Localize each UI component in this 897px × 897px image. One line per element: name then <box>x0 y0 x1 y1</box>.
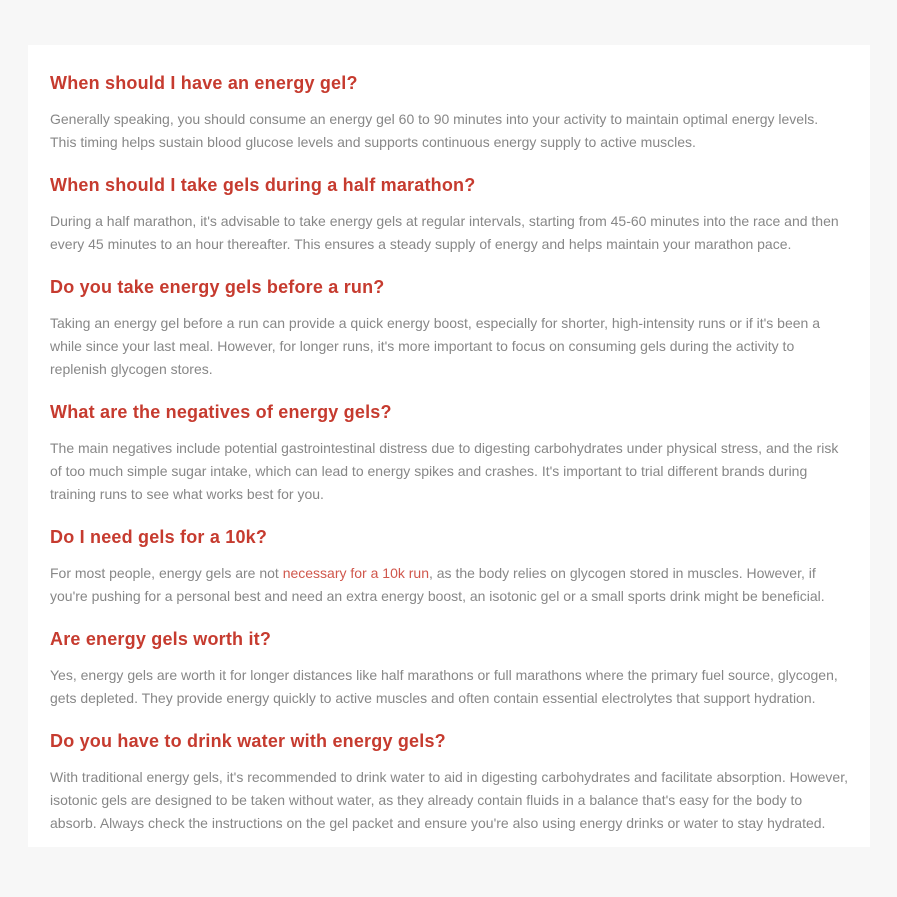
faq-question: Do you have to drink water with energy gels? <box>50 731 446 751</box>
faq-question: Do you take energy gels before a run? <box>50 277 385 297</box>
necessary-for-10k-run-link[interactable]: necessary for a 10k run <box>282 565 429 581</box>
faq-section-worth-it <box>50 628 848 710</box>
faq-answer: With traditional energy gels, it's recommended to drink water to aid in digesting carbohydrates and facilitate absorption. However, isotonic gels are designed to be taken without water, as they already contain fluids in a balance that's easy for the body to absorb. Always check the instructions on the gel packet and ensure you're also using energy drinks or water to stay hydrated. <box>50 769 848 831</box>
faq-answer: During a half marathon, it's advisable to take energy gels at regular intervals, starting from 45-60 minutes into the race and then every 45 minutes to an hour thereafter. This ensures a steady supply of energy and helps maintain your marathon pace. <box>50 213 839 252</box>
faq-section-before-run <box>50 276 848 381</box>
faq-question: Do I need gels for a 10k? <box>50 527 268 547</box>
faq-section-drink-water <box>50 730 848 835</box>
faq-answer: Generally speaking, you should consume an energy gel 60 to 90 minutes into your activity to maintain optimal energy levels. This timing helps sustain blood glucose levels and supports continuous energy supply to active muscles. <box>50 111 819 150</box>
faq-answer-text: , as the body relies on glycogen stored in muscles. However, if you're pushing for a personal best and need an extra energy boost, an isotonic gel or a small sports drink might be beneficial. <box>50 565 825 604</box>
faq-question: When should I have an energy gel? <box>50 73 358 93</box>
faq-content-card <box>28 45 870 847</box>
faq-answer: Yes, energy gels are worth it for longer distances like half marathons or full marathons where the primary fuel source, glycogen, gets depleted. They provide energy quickly to active muscles and often contain essential electrolytes that support hydration. <box>50 667 838 706</box>
faq-answer-text: For most people, energy gels are not <box>50 565 283 581</box>
faq-answer: The main negatives include potential gastrointestinal distress due to digesting carbohydrates under physical stress, and the risk of too much simple sugar intake, which can lead to energy spikes and crashes. It's important to trial different brands during training runs to see what works best for you. <box>50 440 839 502</box>
faq-section-10k <box>50 526 848 608</box>
faq-answer: Taking an energy gel before a run can provide a quick energy boost, especially for shorter, high-intensity runs or if it's been a while since your last meal. However, for longer runs, it's more important to focus on consuming gels during the activity to replenish glycogen stores. <box>50 315 820 377</box>
faq-question: Are energy gels worth it? <box>50 629 272 649</box>
faq-section-energy-gel-timing <box>50 72 848 154</box>
faq-answer <box>50 562 848 608</box>
faq-question: When should I take gels during a half marathon? <box>50 175 476 195</box>
faq-section-half-marathon <box>50 174 848 256</box>
faq-question: What are the negatives of energy gels? <box>50 402 392 422</box>
faq-section-negatives <box>50 401 848 506</box>
